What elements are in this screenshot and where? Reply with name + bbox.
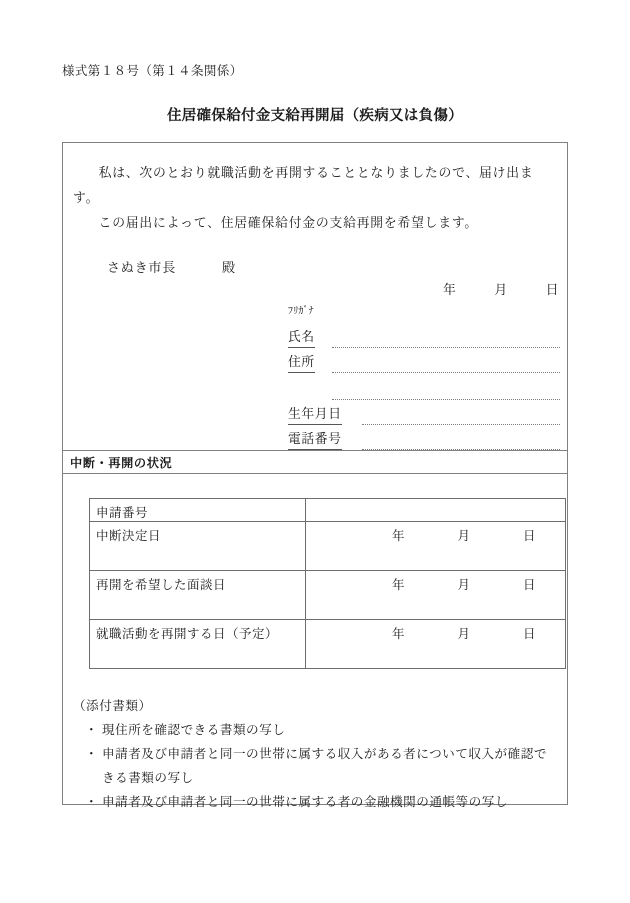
phone-label: 電話番号 bbox=[288, 431, 342, 450]
field-name bbox=[288, 326, 560, 351]
name-label: 氏名 bbox=[288, 329, 315, 348]
date-month-label: 月 bbox=[457, 577, 471, 592]
attachments-list bbox=[73, 718, 559, 814]
address-input-line-2[interactable] bbox=[332, 398, 560, 400]
table-row bbox=[90, 499, 566, 522]
submission-date-year-label: 年 bbox=[443, 283, 457, 298]
form-main-box bbox=[62, 142, 568, 809]
table-row-value[interactable] bbox=[306, 571, 566, 620]
table-row-label: 就職活動を再開する日（予定） bbox=[90, 620, 306, 669]
date-year-label: 年 bbox=[392, 626, 406, 641]
date-entry bbox=[392, 624, 536, 642]
date-month-label: 月 bbox=[457, 528, 471, 543]
submission-date-month-label: 月 bbox=[494, 283, 508, 298]
name-input-line[interactable] bbox=[332, 346, 560, 348]
attachments-block bbox=[73, 694, 559, 814]
table-row-value[interactable] bbox=[306, 620, 566, 669]
addressee bbox=[107, 257, 236, 276]
status-table-body bbox=[90, 499, 566, 669]
date-day-label: 日 bbox=[522, 626, 536, 641]
submission-date-day-label: 日 bbox=[545, 283, 559, 298]
table-row bbox=[90, 522, 566, 571]
section-header-band bbox=[63, 450, 567, 474]
addressee-honorific: 殿 bbox=[222, 261, 236, 276]
address-input-line[interactable] bbox=[332, 371, 560, 373]
date-day-label: 日 bbox=[522, 577, 536, 592]
table-row-label: 中断決定日 bbox=[90, 522, 306, 571]
field-address bbox=[288, 351, 560, 376]
date-month-label: 月 bbox=[457, 626, 471, 641]
birthdate-label: 生年月日 bbox=[288, 406, 342, 425]
form-number: 様式第１８号（第１４条関係） bbox=[62, 63, 243, 78]
intro-text bbox=[73, 161, 559, 236]
submission-date-line bbox=[443, 279, 559, 298]
intro-paragraph-2: この届出によって、住居確保給付金の支給再開を希望します。 bbox=[98, 216, 479, 231]
table-row-label: 再開を希望した面談日 bbox=[90, 571, 306, 620]
table-row bbox=[90, 620, 566, 669]
applicant-fields bbox=[288, 301, 560, 453]
table-row-label: 申請番号 bbox=[90, 499, 306, 522]
furigana-label: ﾌﾘｶﾞﾅ bbox=[288, 306, 314, 317]
table-row-value[interactable] bbox=[306, 522, 566, 571]
field-furigana bbox=[288, 301, 560, 326]
date-entry bbox=[392, 526, 536, 544]
table-row-value[interactable] bbox=[306, 499, 566, 522]
date-year-label: 年 bbox=[392, 528, 406, 543]
field-address-continuation bbox=[288, 376, 560, 403]
status-table bbox=[89, 498, 566, 669]
page-title: 住居確保給付金支給再開届（疾病又は負傷） bbox=[167, 108, 463, 124]
intro-paragraph-1: 私は、次のとおり就職活動を再開することとなりましたので、届け出ます。 bbox=[73, 166, 534, 206]
section-heading: 中断・再開の状況 bbox=[70, 456, 173, 470]
date-day-label: 日 bbox=[522, 528, 536, 543]
addressee-recipient: さぬき市長 bbox=[107, 261, 177, 276]
list-item: ・ 申請者及び申請者と同一の世帯に属する収入がある者について収入が確認できる書類の写し bbox=[87, 742, 559, 790]
list-item: ・ 現住所を確認できる書類の写し bbox=[87, 718, 559, 742]
field-birthdate bbox=[288, 403, 560, 428]
address-label: 住所 bbox=[288, 354, 315, 373]
date-year-label: 年 bbox=[392, 577, 406, 592]
table-row bbox=[90, 571, 566, 620]
birthdate-input-line[interactable] bbox=[362, 423, 560, 425]
attachments-title: （添付書類） bbox=[73, 698, 152, 713]
list-item: ・ 申請者及び申請者と同一の世帯に属する者の金融機関の通帳等の写し bbox=[87, 790, 559, 814]
date-entry bbox=[392, 575, 536, 593]
